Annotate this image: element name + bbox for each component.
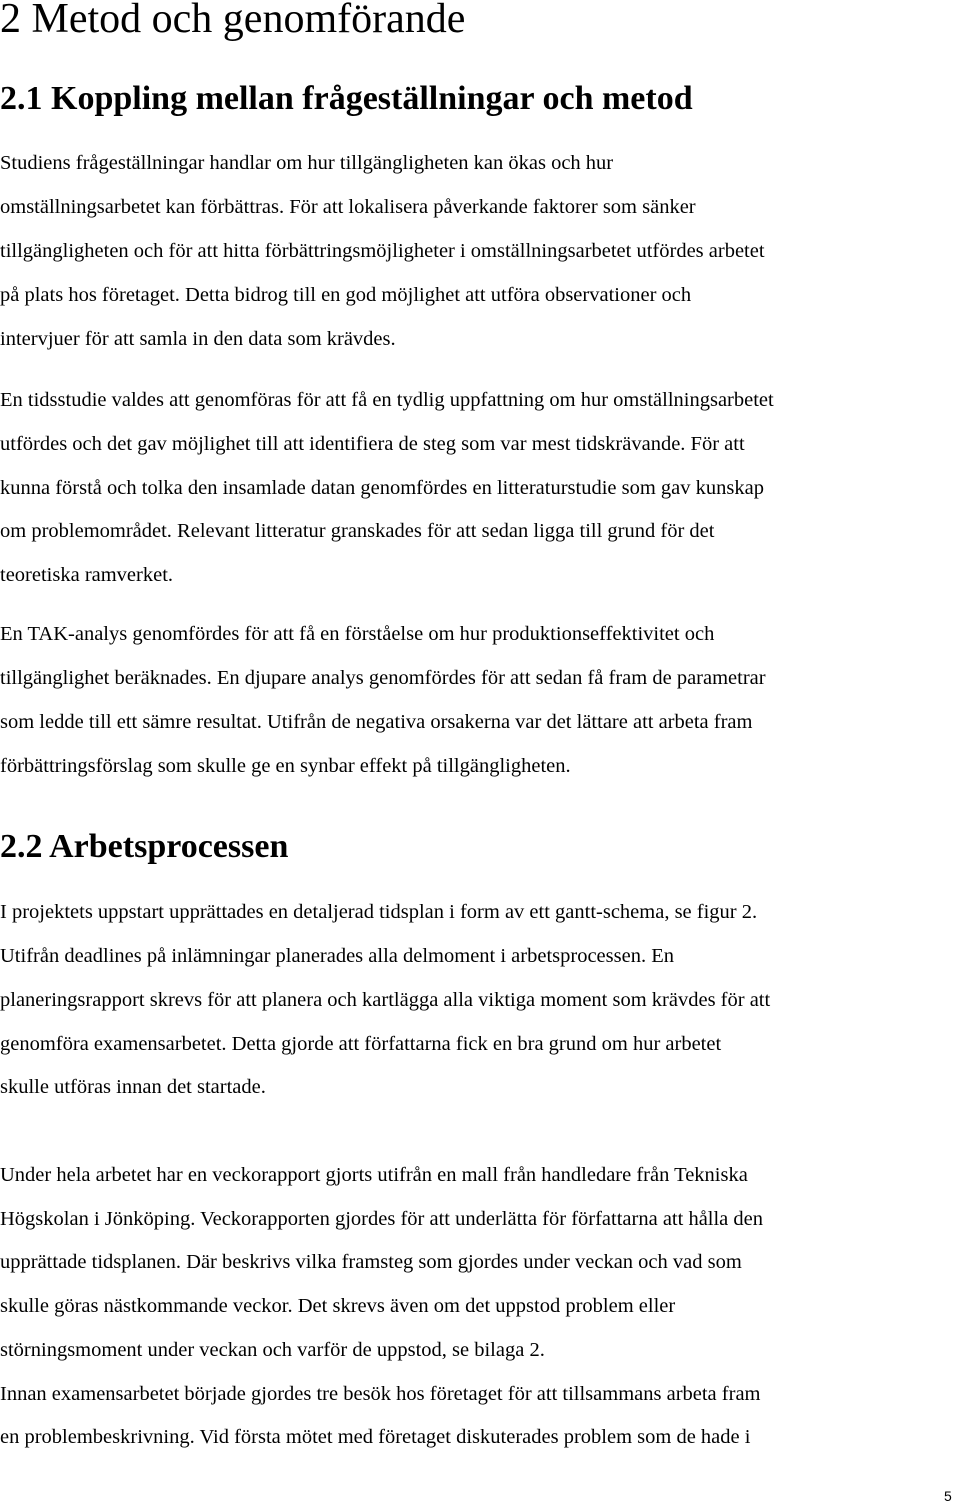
- paragraph-line: förbättringsförslag som skulle ge en synbar effekt på tillgängligheten.: [0, 755, 571, 777]
- paragraph-line: på plats hos företaget. Detta bidrog till en god möjlighet att utföra observationer och: [0, 284, 692, 306]
- chapter-heading: 2 Metod och genomförande: [0, 0, 466, 42]
- paragraph-line: En tidsstudie valdes att genomföras för att få en tydlig uppfattning om hur omställningsarbetet: [0, 389, 774, 411]
- paragraph-line: intervjuer för att samla in den data som krävdes.: [0, 328, 396, 350]
- section-heading-2-2: 2.2 Arbetsprocessen: [0, 828, 289, 865]
- paragraph-line: störningsmoment under veckan och varför de uppstod, se bilaga 2.: [0, 1339, 545, 1361]
- paragraph-line: planeringsrapport skrevs för att planera och kartlägga alla viktiga moment som krävdes för att: [0, 989, 771, 1011]
- paragraph-line: Utifrån deadlines på inlämningar planerades alla delmoment i arbetsprocessen. En: [0, 945, 674, 967]
- paragraph-line: tillgängligheten och för att hitta förbättringsmöjligheter i omställningsarbetet utfördes arbetet: [0, 240, 765, 262]
- paragraph-line: genomföra examensarbetet. Detta gjorde att författarna fick en bra grund om hur arbetet: [0, 1033, 722, 1055]
- paragraph-line: teoretiska ramverket.: [0, 564, 174, 586]
- paragraph-line: som ledde till ett sämre resultat. Utifrån de negativa orsakerna var det lättare att arbeta fram: [0, 711, 753, 733]
- paragraph-line: Högskolan i Jönköping. Veckorapporten gjordes för att underlätta för författarna att hålla den: [0, 1208, 764, 1230]
- paragraph-line: En TAK-analys genomfördes för att få en förståelse om hur produktionseffektivitet och: [0, 623, 715, 645]
- paragraph-line: Under hela arbetet har en veckorapport gjorts utifrån en mall från handledare från Tekniska: [0, 1164, 748, 1186]
- paragraph-line: en problembeskrivning. Vid första mötet med företaget diskuterades problem som de hade i: [0, 1426, 751, 1448]
- page-number: 5: [944, 1488, 952, 1504]
- paragraph-line: Innan examensarbetet började gjordes tre besök hos företaget för att tillsammans arbeta fram: [0, 1383, 761, 1405]
- section-heading-2-1: 2.1 Koppling mellan frågeställningar och metod: [0, 80, 693, 117]
- paragraph-line: omställningsarbetet kan förbättras. För att lokalisera påverkande faktorer som sänker: [0, 196, 696, 218]
- paragraph-line: tillgänglighet beräknades. En djupare analys genomfördes för att sedan få fram de parametrar: [0, 667, 766, 689]
- paragraph-line: om problemområdet. Relevant litteratur granskades för att sedan ligga till grund för det: [0, 520, 715, 542]
- paragraph-line: upprättade tidsplanen. Där beskrivs vilka framsteg som gjordes under veckan och vad som: [0, 1251, 742, 1273]
- paragraph-line: utfördes och det gav möjlighet till att identifiera de steg som var mest tidskrävande. För att: [0, 433, 745, 455]
- paragraph-line: Studiens frågeställningar handlar om hur tillgängligheten kan ökas och hur: [0, 152, 614, 174]
- paragraph-line: I projektets uppstart upprättades en detaljerad tidsplan i form av ett gantt-schema, se figur 2.: [0, 901, 758, 923]
- paragraph-line: kunna förstå och tolka den insamlade datan genomfördes en litteraturstudie som gav kunskap: [0, 477, 764, 499]
- paragraph-line: skulle utföras innan det startade.: [0, 1076, 266, 1098]
- paragraph-line: skulle göras nästkommande veckor. Det skrevs även om det uppstod problem eller: [0, 1295, 676, 1317]
